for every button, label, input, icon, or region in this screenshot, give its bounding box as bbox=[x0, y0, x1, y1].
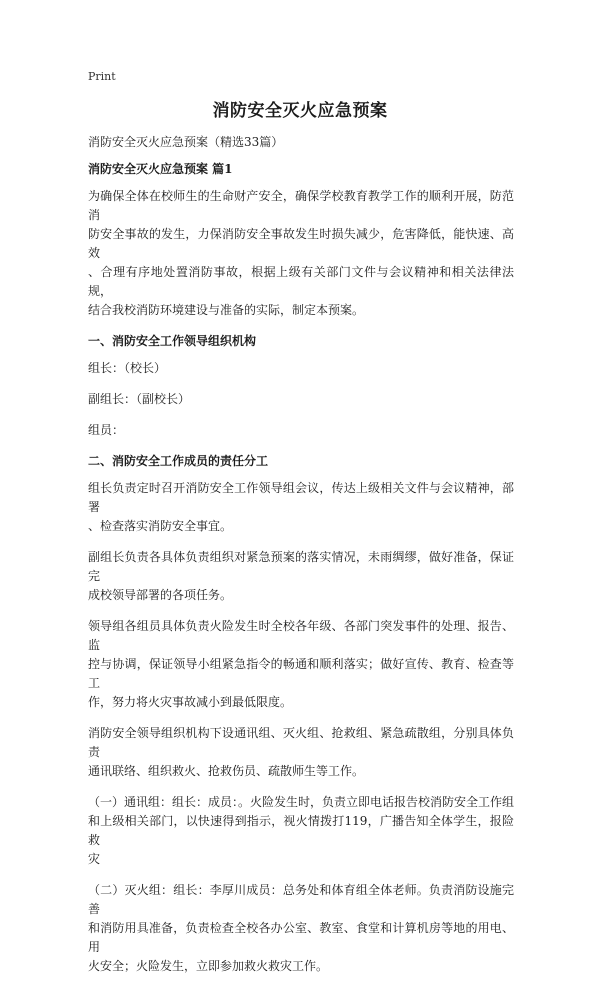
print-label[interactable]: Print bbox=[88, 70, 116, 83]
text-line: （一）通讯组：组长：成员：。火险发生时，负责立即电话报告校消防安全工作组 bbox=[88, 795, 515, 809]
text-line: 、检查落实消防安全事宜。 bbox=[88, 519, 233, 533]
deputy-line: 副组长：（副校长） bbox=[88, 392, 191, 406]
document-body bbox=[88, 160, 514, 988]
text-line: 防安全事故的发生，力保消防安全事故发生时损失减少，危害降低，能快速、高效 bbox=[88, 227, 514, 260]
page-title: 消防安全灭火应急预案 bbox=[212, 101, 388, 121]
text-line: 领导组各组员具体负责火险发生时全校各年级、各部门突发事件的处理、报告、监 bbox=[88, 619, 514, 652]
members-line: 组员： bbox=[88, 423, 125, 437]
paragraph bbox=[88, 479, 514, 536]
text-line: （二）灭火组：组长：李厚川成员：总务处和体育组全体老师。负责消防设施完善 bbox=[88, 883, 514, 916]
leader-line: 组长：（校长） bbox=[88, 361, 167, 375]
text-line: 消防安全领导组织机构下设通讯组、灭火组、抢救组、紧急疏散组，分别具体负责 bbox=[88, 726, 514, 759]
section-heading-1: 消防安全灭火应急预案 篇1 bbox=[88, 162, 233, 176]
text-line: 、合理有序地处置消防事故，根据上级有关部门文件与会议精神和相关法律法规， bbox=[88, 265, 514, 298]
paragraph bbox=[88, 617, 514, 712]
paragraph bbox=[88, 724, 514, 781]
text-line: 结合我校消防环境建设与准备的实际，制定本预案。 bbox=[88, 303, 365, 317]
part2-heading: 二、消防安全工作成员的责任分工 bbox=[88, 454, 269, 468]
text-line: 副组长负责各具体负责组织对紧急预案的落实情况，未雨绸缪，做好准备，保证完 bbox=[88, 550, 514, 583]
text-line: 组长负责定时召开消防安全工作领导组会议，传达上级相关文件与会议精神，部署 bbox=[88, 481, 514, 514]
text-line: 灾 bbox=[88, 852, 101, 866]
text-line: 和上级相关部门，以快速得到指示，视火情拨打119，广播告知全体学生，报险救 bbox=[88, 814, 514, 847]
part1-heading: 一、消防安全工作领导组织机构 bbox=[88, 334, 257, 348]
text-line: 为确保全体在校师生的生命财产安全，确保学校教育教学工作的顺利开展，防范消 bbox=[88, 189, 514, 222]
paragraph bbox=[88, 793, 514, 869]
text-line: 成校领导部署的各项任务。 bbox=[88, 588, 233, 602]
text-line: 火安全；火险发生，立即参加救火救灾工作。 bbox=[88, 959, 329, 973]
paragraph bbox=[88, 881, 514, 976]
text-line: 作，努力将火灾事故减小到最低限度。 bbox=[88, 695, 293, 709]
document-subtitle: 消防安全灭火应急预案（精选33篇） bbox=[88, 135, 284, 149]
text-line: 和消防用具准备，负责检查全校各办公室、教室、食堂和计算机房等地的用电、用 bbox=[88, 921, 514, 954]
text-line: 控与协调，保证领导小组紧急指令的畅通和顺利落实；做好宣传、教育、检查等工 bbox=[88, 657, 514, 690]
intro-paragraph bbox=[88, 187, 514, 320]
text-line: 通讯联络、组织救火、抢救伤员、疏散师生等工作。 bbox=[88, 764, 365, 778]
paragraph bbox=[88, 548, 514, 605]
